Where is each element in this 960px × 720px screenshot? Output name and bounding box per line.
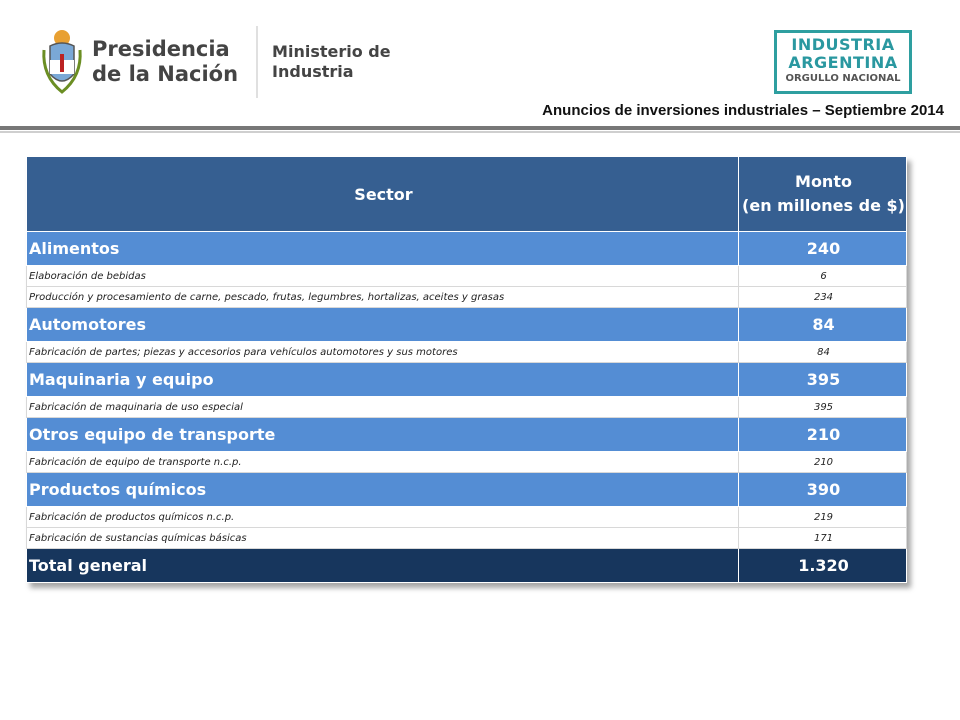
- row-label: Fabricación de equipo de transporte n.c.p.: [27, 452, 739, 473]
- row-label: Maquinaria y equipo: [27, 363, 739, 397]
- table-row: [27, 308, 907, 342]
- row-label: Fabricación de maquinaria de uso especial: [27, 397, 739, 418]
- row-label: Fabricación de productos químicos n.c.p.: [27, 507, 739, 528]
- table-row: [27, 397, 907, 418]
- presidencia-line2: de la Nación: [92, 62, 239, 86]
- table-row: [27, 507, 907, 528]
- industria-argentina-logo: [774, 30, 912, 94]
- row-value: 84: [739, 342, 907, 363]
- row-label: Fabricación de sustancias químicas básicas: [27, 528, 739, 549]
- row-value: 210: [739, 452, 907, 473]
- row-value: 84: [739, 308, 907, 342]
- table-row: [27, 363, 907, 397]
- presidencia-logo: [40, 26, 391, 98]
- ministerio-text: [272, 42, 391, 82]
- header-monto-line2: (en millones de $): [742, 196, 905, 215]
- total-label: Total general: [27, 549, 739, 583]
- header-rule: [0, 126, 960, 130]
- ia-logo-line1: INDUSTRIA: [791, 35, 895, 54]
- row-label: Alimentos: [27, 232, 739, 266]
- row-label: Fabricación de partes; piezas y accesorios para vehículos automotores y sus motores: [27, 342, 739, 363]
- table-row: [27, 232, 907, 266]
- row-label: Elaboración de bebidas: [27, 266, 739, 287]
- total-row: [27, 549, 907, 583]
- row-value: 234: [739, 287, 907, 308]
- table-row: [27, 287, 907, 308]
- table-row: [27, 342, 907, 363]
- ministerio-line1: Ministerio de: [272, 42, 391, 61]
- row-label: Producción y procesamiento de carne, pescado, frutas, legumbres, hortalizas, aceites y grasas: [27, 287, 739, 308]
- presidencia-text: [92, 37, 238, 87]
- logo-divider: [256, 26, 258, 98]
- ia-logo-line3: ORGULLO NACIONAL: [785, 73, 901, 84]
- argentina-coat-of-arms-icon: [40, 26, 84, 98]
- row-value: 171: [739, 528, 907, 549]
- presidencia-line1: Presidencia: [92, 37, 230, 61]
- header-monto: [739, 157, 907, 232]
- row-value: 395: [739, 397, 907, 418]
- ia-logo-line2: ARGENTINA: [788, 53, 898, 72]
- ministerio-line2: Industria: [272, 62, 354, 81]
- row-value: 6: [739, 266, 907, 287]
- row-value: 240: [739, 232, 907, 266]
- table-row: [27, 266, 907, 287]
- row-value: 390: [739, 473, 907, 507]
- table-header-row: [27, 157, 907, 232]
- table-body: [27, 232, 907, 583]
- total-value: 1.320: [739, 549, 907, 583]
- row-label: Otros equipo de transporte: [27, 418, 739, 452]
- row-label: Automotores: [27, 308, 739, 342]
- investment-table: [26, 156, 907, 583]
- row-label: Productos químicos: [27, 473, 739, 507]
- table-row: [27, 418, 907, 452]
- header-monto-line1: Monto: [795, 172, 852, 191]
- row-value: 210: [739, 418, 907, 452]
- document-title: Anuncios de inversiones industriales – Septiembre 2014: [542, 102, 944, 119]
- header-rule-light: [0, 131, 960, 133]
- row-value: 395: [739, 363, 907, 397]
- row-value: 219: [739, 507, 907, 528]
- table-row: [27, 452, 907, 473]
- table-row: [27, 473, 907, 507]
- header-sector: Sector: [27, 157, 739, 232]
- table-row: [27, 528, 907, 549]
